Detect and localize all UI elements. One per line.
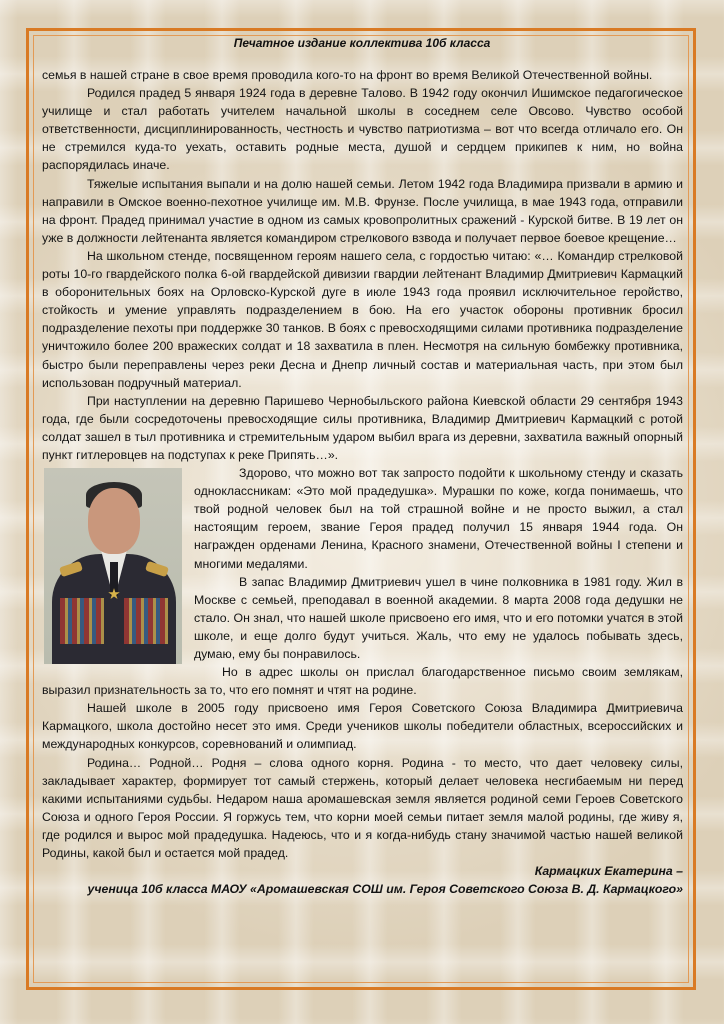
article-body <box>42 66 683 898</box>
paragraph-4: На школьном стенде, посвященном героям нашего села, с гордостью читаю: «… Командир стрелковой роты 10-го гвардейского полка 6-ой гвардейской дивизии гвардии лейтенант Владимир Дмитриевич Кармацкий в оборонительных боях на Орловско-Курской дуге в июле 1943 года проявил исключительное геройство, стойкость и умение управлять подразделением в бою. На его участок обороны противник бросил подразделение пехоты при поддержке 30 танков. В боях с превосходящими силами противника подразделение уничтожило более 200 вражеских солдат и 18 захватила в плен. Несмотря на сильную бомбежку противника, быстро были переправлены через реки Десна и Днепр личный состав и материальная часть, при этом был использован подручный материал. <box>42 248 683 390</box>
author-affiliation: ученица 10б класса МАОУ «Аромашевская СОШ им. Героя Советского Союза В. Д. Кармацкого» <box>87 882 683 897</box>
paragraph-1: семья в нашей стране в свое время проводила кого-то на фронт во время Великой Отечественной войны. <box>42 68 653 82</box>
paragraph-5: При наступлении на деревню Паришево Чернобыльского района Киевской области 29 сентября 1943 года, где были сосредоточены превосходящие силы противника, Владимир Дмитриевич Кармацкий с ротой солдат зашел в тыл противника и стремительным ударом выбил врага из деревни, захватила важный опорный пункт гитлеровцев на подступах к реке Припять…». <box>42 393 683 462</box>
paragraph-2: Родился прадед 5 января 1924 года в деревне Талово. В 1942 году окончил Ишимское педагогическое училище и стал работать учителем начальной школы в соседнем селе Овсово. Чувство особой ответственности, дисциплинированность, честность и чувство патриотизма – вот что всегда отличало его. Он не стремился куда-то уехать, оставить родные места, душой и сердцем прикипев к ним, но война распорядилась иначе. <box>42 86 683 173</box>
paragraph-6: Здорово, что можно вот так запросто подойти к школьному стенду и сказать одноклассникам: «Это мой прадедушка». Мурашки по коже, когда понимаешь, что твой родной человек был на той страшной войне и не просто выжил, а стал настоящим героем, звание Героя прадед получил 15 января 1944 года. Он награжден орденами Ленина, Красного знамени, Отечественной войны I степени и многими медалями. <box>194 466 683 571</box>
medals-left <box>60 598 104 644</box>
paragraph-7: В запас Владимир Дмитриевич ушел в чине полковника в 1981 году. Жил в Москве с семьей, преподавал в военной академии. 8 марта 2008 года дедушки не стало. Он знал, что нашей школе присвоено его имя, что и его потомки учатся в этой школе, и еще долго будут учиться. Жаль, что ему не удалось побывать здесь, думаю, ему бы понравилось. <box>194 574 683 661</box>
hero-portrait-photo <box>44 468 182 664</box>
paragraph-3: Тяжелые испытания выпали и на долю нашей семьи. Летом 1942 года Владимира призвали в армию и направили в Омское военно-пехотное училище им. М.В. Фрунзе. После училища, в мае 1943 года, отправили на фронт. Прадед принимал участие в одном из самых кровопролитных сражений - Курской битве. В 19 лет он уже в должности лейтенанта является командиром стрелкового взвода и получает первое боевое крещение… <box>42 176 683 245</box>
author-name: Кармацких Екатерина – <box>534 864 683 879</box>
paragraph-8: Но в адрес школы он прислал благодарственное письмо своим землякам, выразил признательность за то, что его помнят и чтят на родине. <box>42 665 683 698</box>
paragraph-9: Нашей школе в 2005 году присвоено имя Героя Советского Союза Владимира Дмитриевича Кармацкого, школа достойно несет это имя. Среди учеников школы победители областных, всероссийских и международных конкурсов, соревнований и олимпиад. <box>42 701 683 752</box>
paragraph-10: Родина… Родной… Родня – слова одного корня. Родина - то место, что дает человеку силы, закладывает характер, формирует тот самый стержень, который делает человека несгибаемым ни перед какими испытаниями судьбы. Недаром наша аромашевская земля является родиной семи Героев Советского Союза и одного Героя России. Я горжусь тем, что корни моей семьи питает земля малой родины, где живу я, где родился и вырос мой прадедушка. Надеюсь, что и я когда-нибудь стану значимой частью нашей великой Родины, какой был и остается мой прадед. <box>42 755 683 861</box>
medals-right <box>124 598 168 644</box>
page-header: Печатное издание коллектива 10б класса <box>233 36 491 50</box>
